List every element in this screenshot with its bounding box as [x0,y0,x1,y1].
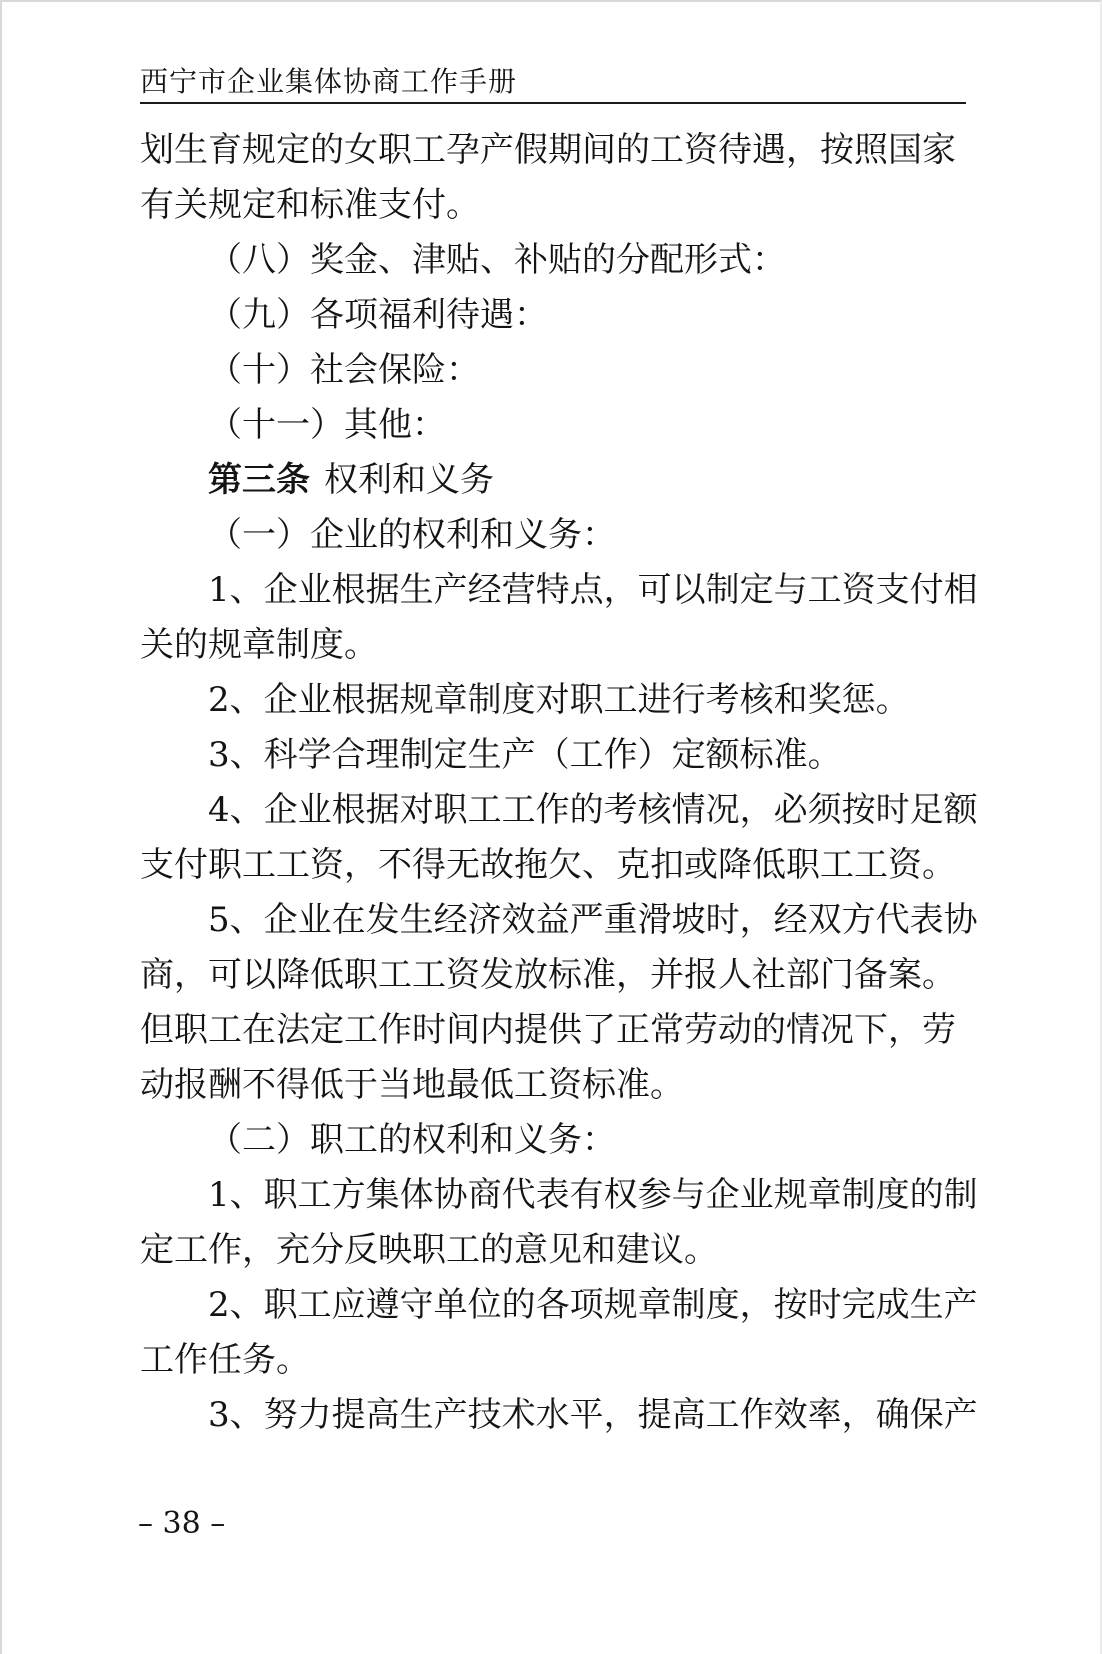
body-line: 3、努力提高生产技术水平，提高工作效率，确保产 [208,1395,978,1435]
body-line: 4、企业根据对职工工作的考核情况，必须按时足额 [208,790,978,830]
body-line: 动报酬不得低于当地最低工资标准。 [140,1065,684,1105]
body-line: 2、企业根据规章制度对职工进行考核和奖惩。 [208,680,910,720]
body-line: 商，可以降低职工工资发放标准，并报人社部门备案。 [140,955,956,995]
list-item-ten: （十）社会保险： [208,350,480,390]
body-line: 1、职工方集体协商代表有权参与企业规章制度的制 [208,1175,978,1215]
section-heading-employee: （二）职工的权利和义务： [208,1120,616,1160]
body-line: 2、职工应遵守单位的各项规章制度，按时完成生产 [208,1285,978,1325]
body-line: 3、科学合理制定生产（工作）定额标准。 [208,735,842,775]
body-line: 定工作，充分反映职工的意见和建议。 [140,1230,718,1270]
body-line: 支付职工工资，不得无故拖欠、克扣或降低职工工资。 [140,845,956,885]
article-heading [208,452,494,508]
article-title: 权利和义务 [324,460,494,500]
article-number: 第三条 [208,460,310,500]
list-item-eleven: （十一）其他： [208,405,446,445]
body-line: 有关规定和标准支付。 [140,185,480,225]
body-line: 关的规章制度。 [140,625,378,665]
body-line: 划生育规定的女职工孕产假期间的工资待遇，按照国家 [140,130,956,170]
page-number: – 38 – [138,1506,226,1541]
list-item-nine: （九）各项福利待遇： [208,295,548,335]
section-heading-enterprise: （一）企业的权利和义务： [208,515,616,555]
body-line: 5、企业在发生经济效益严重滑坡时，经双方代表协 [208,900,978,940]
list-item-eight: （八）奖金、津贴、补贴的分配形式： [208,240,786,280]
body-line: 工作任务。 [140,1340,310,1380]
body-line: 但职工在法定工作时间内提供了正常劳动的情况下，劳 [140,1010,956,1050]
body-line: 1、企业根据生产经营特点，可以制定与工资支付相 [208,570,978,610]
header-divider [140,102,966,104]
running-header-title: 西宁市企业集体协商工作手册 [140,65,518,98]
